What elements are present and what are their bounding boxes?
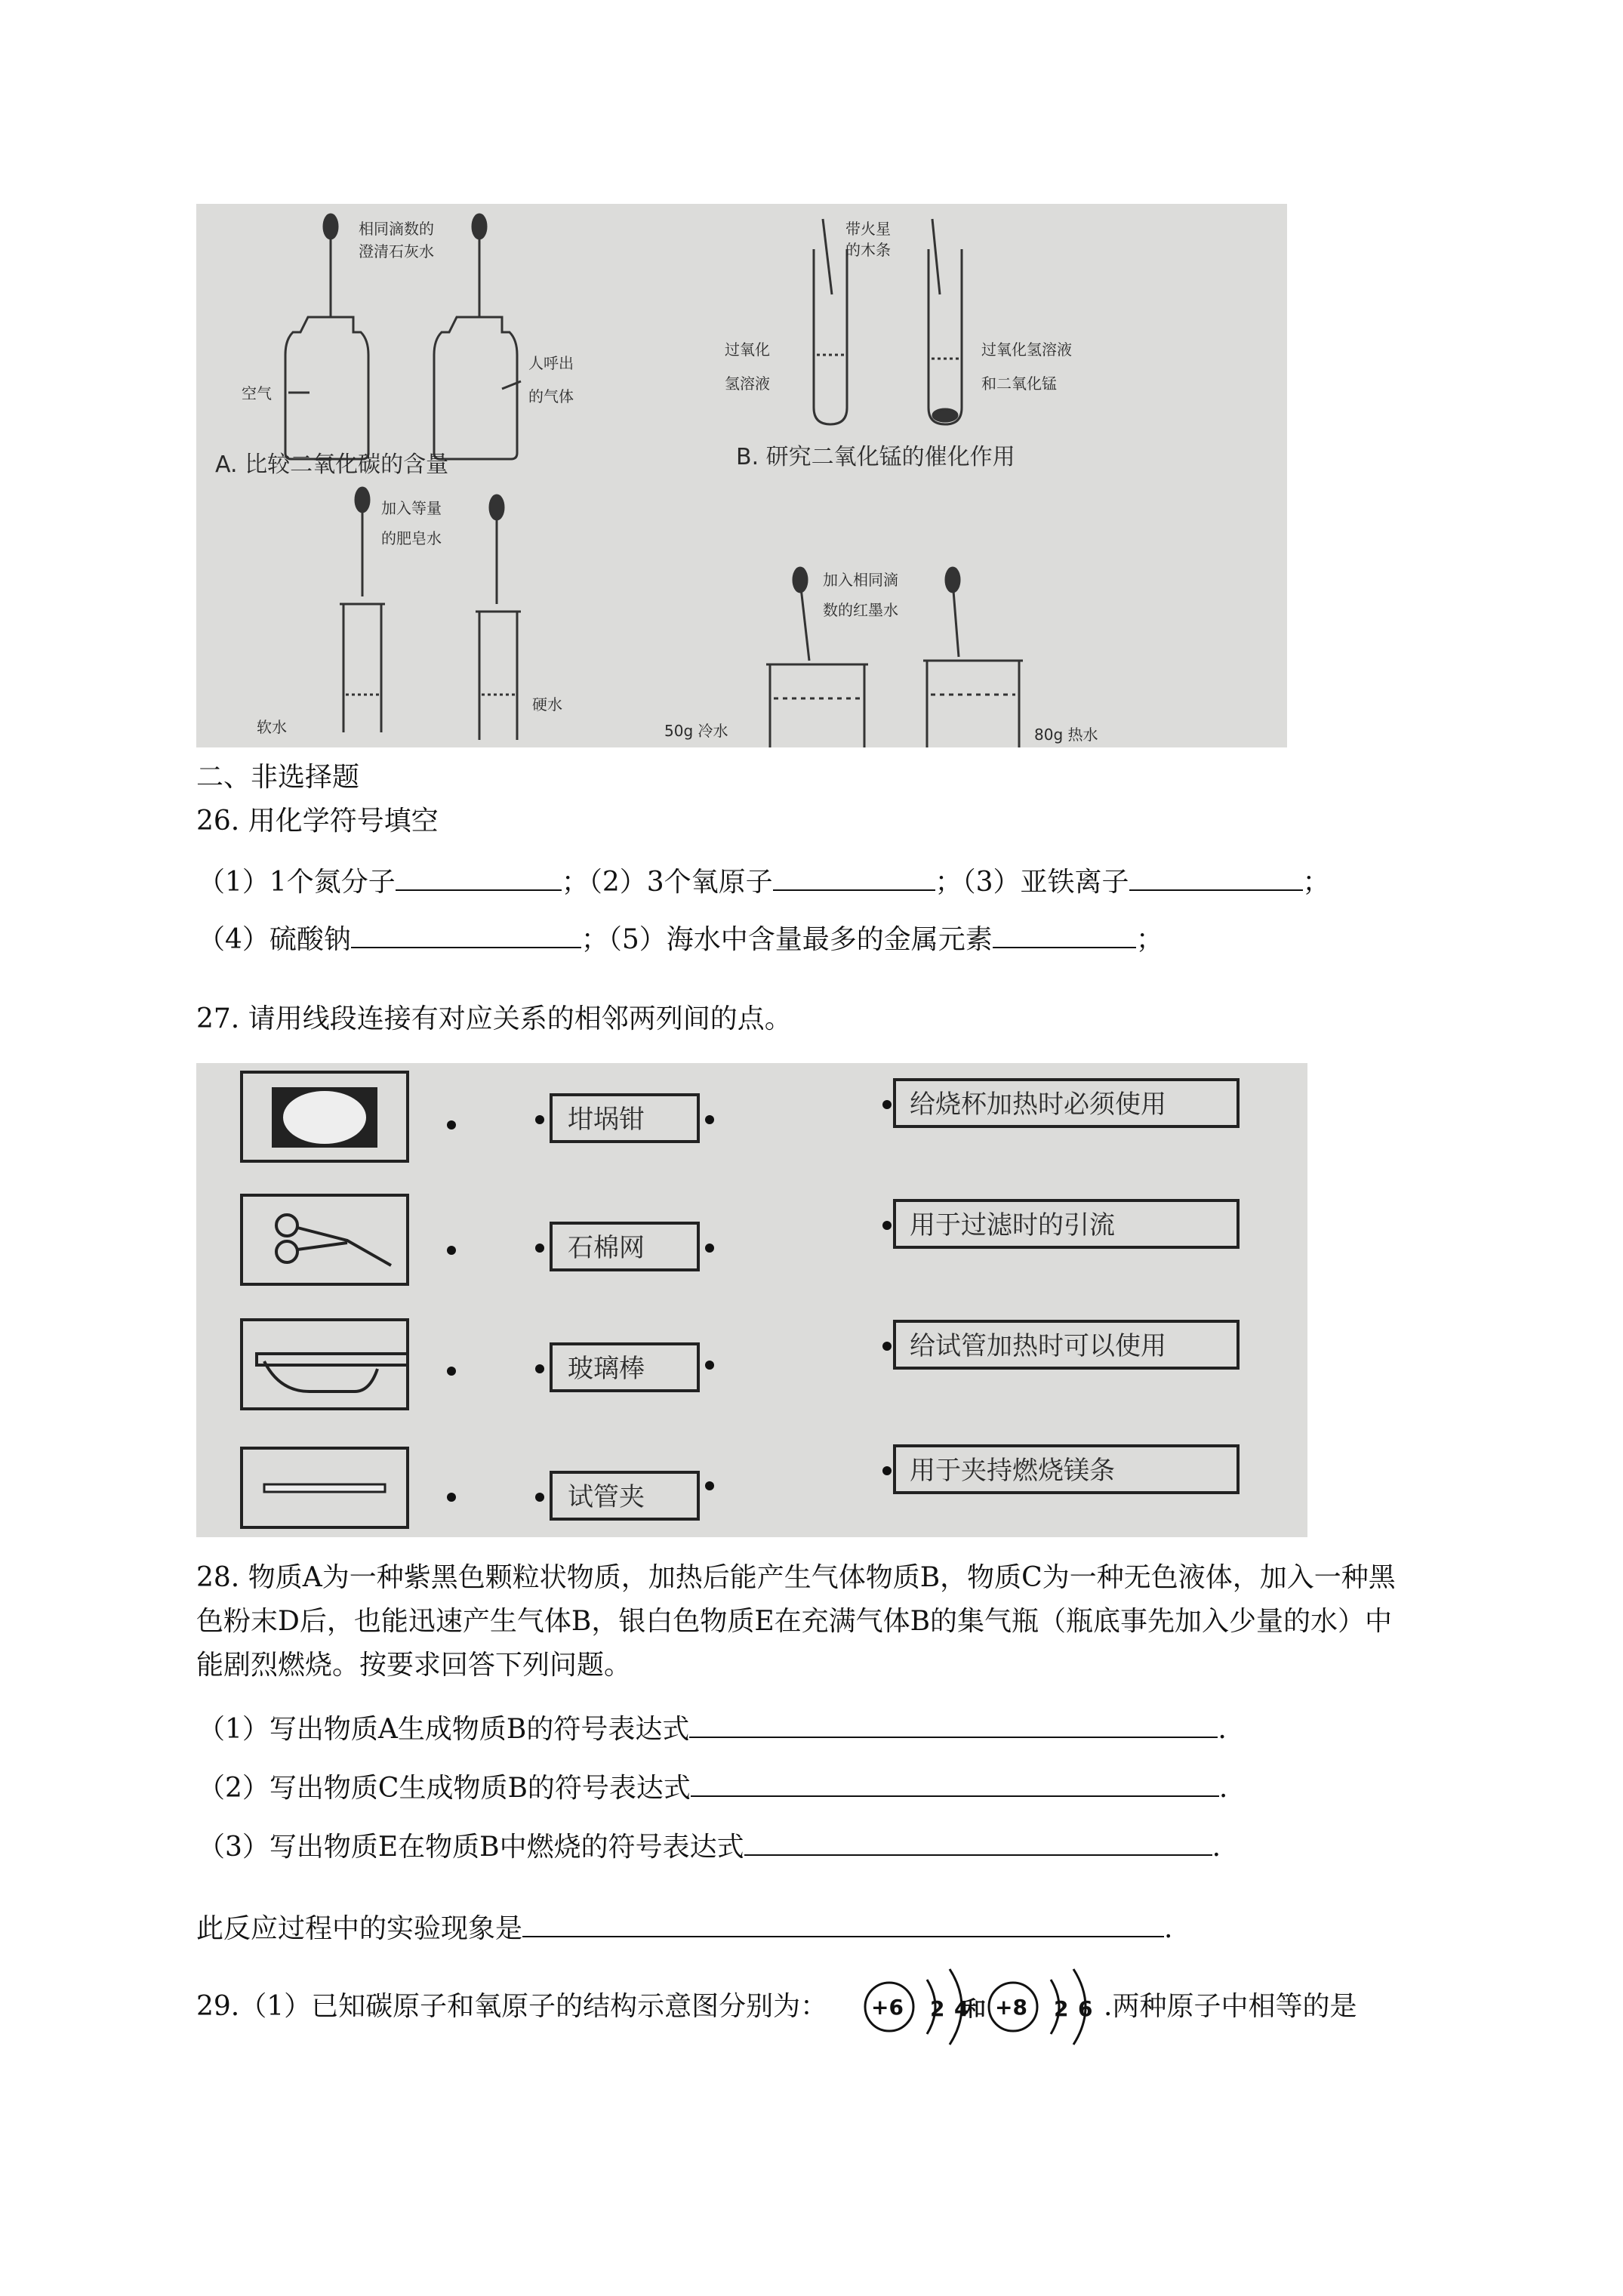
soap-label-1: 加入等量 (381, 499, 442, 517)
q28-dot-3: . (1212, 1832, 1221, 1863)
q26-blank-4[interactable] (351, 921, 581, 948)
hard-water-label: 硬水 (532, 695, 562, 713)
ink-label-1: 加入相同滴 (823, 571, 898, 589)
mno2-label-1: 过氧化氢溶液 (981, 341, 1072, 359)
q26-blank-2[interactable] (773, 864, 935, 891)
q29-tail: .两种原子中相等的是 (1104, 1991, 1357, 2022)
crucible-tongs-icon (276, 1215, 391, 1265)
h2o2-label-1: 过氧化 (725, 341, 770, 359)
atom-structure-diagram (861, 1957, 1102, 2063)
carbon-shell-2: 4 (954, 1996, 969, 2021)
breath-label-1: 人呼出 (528, 354, 574, 372)
q26-row1 (198, 864, 1330, 901)
q28-sub-2 (198, 1770, 1227, 1807)
q28-intro-2: 色粉末D后，也能迅速产生气体B，银白色物质E在充满气体B的集气瓶（瓶底事先加入少量的水）中 (196, 1606, 1393, 1637)
cylinder-hard-water-icon (476, 495, 521, 740)
soap-label-2: 的肥皂水 (381, 529, 442, 547)
test-tube-h2o2-icon (814, 219, 847, 424)
air-label: 空气 (242, 384, 272, 402)
use-tube-heating: 给试管加热时可以使用 (910, 1331, 1166, 1361)
ink-label-2: 数的红墨水 (823, 601, 898, 619)
q26-part5-label: ；（5）海水中含量最多的金属元素 (581, 924, 993, 955)
carbon-shell-1: 2 (930, 1996, 945, 2021)
q28-intro-1: 28. 物质A为一种紫黑色颗粒状物质，加热后能产生气体物质B，物质C为一种无色液体，加入一种黑 (196, 1562, 1396, 1593)
q26-semicolon: ； (1302, 867, 1330, 898)
tool-asbestos-gauze: 石棉网 (568, 1233, 645, 1263)
q28-sub-3-label: （3）写出物质E在物质B中燃烧的符号表达式 (198, 1832, 744, 1863)
beaker-cold-water-icon (766, 568, 868, 747)
h2o2-label-2: 氢溶液 (725, 374, 770, 393)
q26-part1-label: （1）1个氮分子 (198, 867, 396, 898)
q28-blank-4[interactable] (522, 1910, 1164, 1937)
q26-semicolon-2: ； (1135, 924, 1163, 955)
q26-row2 (198, 921, 1163, 958)
q26-part3-label: ；（3）亚铁离子 (935, 867, 1129, 898)
q28-sub-1-label: （1）写出物质A生成物质B的符号表达式 (198, 1714, 690, 1745)
q28-sub-1 (198, 1711, 1227, 1748)
mno2-label-2: 和二氧化锰 (981, 374, 1057, 393)
breath-label-2: 的气体 (528, 387, 574, 405)
bottle-breath-icon (434, 214, 517, 459)
q28-dot-2: . (1218, 1773, 1228, 1804)
tool-test-tube-holder: 试管夹 (568, 1482, 645, 1512)
q28-sub-4 (196, 1910, 1172, 1947)
q29-intro: 29.（1）已知碳原子和氧原子的结构示意图分别为： (196, 1991, 828, 2022)
caption-a: A. 比较二氧化碳的含量 (215, 451, 449, 478)
oxygen-nucleus: +8 (995, 1995, 1027, 2020)
hot-water-label: 80g 热水 (1034, 726, 1098, 744)
cylinder-soft-water-icon (340, 488, 385, 732)
q28-blank-1[interactable] (689, 1711, 1218, 1738)
q26-part2-label: ；（2）3个氧原子 (561, 867, 773, 898)
cold-water-label: 50g 冷水 (664, 722, 728, 740)
q28-dot-4: . (1164, 1913, 1173, 1944)
q26-part4-label: （4）硫酸钠 (198, 924, 351, 955)
use-beaker-heating: 给烧杯加热时必须使用 (910, 1089, 1166, 1120)
tool-crucible-tongs: 坩埚钳 (568, 1105, 645, 1135)
q26-blank-1[interactable] (396, 864, 562, 891)
use-hold-magnesium: 用于夹持燃烧镁条 (910, 1456, 1115, 1486)
test-tube-holder-icon (257, 1354, 408, 1391)
q26-blank-5[interactable] (993, 921, 1136, 948)
tool-glass-rod: 玻璃棒 (568, 1354, 645, 1384)
matching-figure (196, 1063, 1307, 1537)
oxygen-shell-2: 6 (1078, 1996, 1093, 2021)
carbon-nucleus: +6 (871, 1995, 904, 2020)
dropper-label-a-1: 相同滴数的 (359, 220, 434, 238)
experiment-figure (196, 204, 1287, 747)
dropper-label-a-2: 澄清石灰水 (359, 242, 434, 260)
q26-blank-3[interactable] (1129, 864, 1303, 891)
q28-blank-3[interactable] (744, 1829, 1212, 1856)
section-title: 二、非选择题 (196, 762, 360, 793)
splint-label-1: 带火星 (845, 220, 891, 238)
use-filter-guide: 用于过滤时的引流 (910, 1210, 1115, 1240)
splint-label-2: 的木条 (845, 241, 891, 259)
q28-sub-3 (198, 1829, 1221, 1866)
q28-sub-4-label: 此反应过程中的实验现象是 (196, 1913, 523, 1944)
bottle-air-icon (285, 214, 368, 459)
q28-sub-2-label: （2）写出物质C生成物质B的符号表达式 (198, 1773, 691, 1804)
q27-title: 27. 请用线段连接有对应关系的相邻两列间的点。 (196, 1003, 792, 1034)
connector-dots[interactable] (447, 1100, 892, 1502)
q28-dot-1: . (1218, 1714, 1227, 1745)
asbestos-gauze-icon (272, 1087, 377, 1148)
glass-rod-icon (264, 1484, 385, 1492)
soft-water-label: 软水 (257, 718, 287, 736)
and-text: 和 (965, 1996, 987, 2021)
q26-title: 26. 用化学符号填空 (196, 806, 439, 837)
caption-b: B. 研究二氧化锰的催化作用 (736, 444, 1015, 470)
q28-intro-3: 能剧烈燃烧。按要求回答下列问题。 (196, 1650, 632, 1681)
test-tube-mno2-icon (929, 219, 962, 424)
beaker-hot-water-icon (923, 568, 1023, 747)
q28-blank-2[interactable] (691, 1770, 1219, 1797)
oxygen-shell-1: 2 (1054, 1996, 1069, 2021)
